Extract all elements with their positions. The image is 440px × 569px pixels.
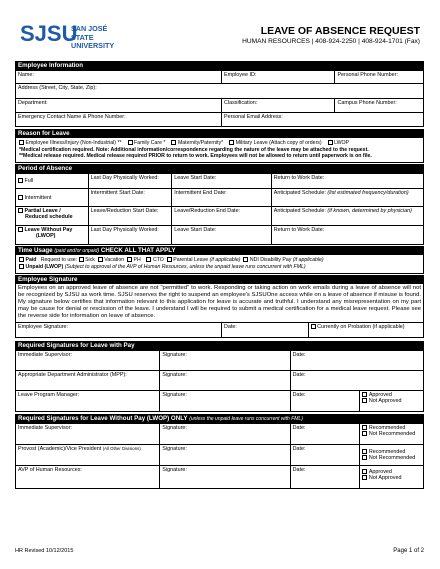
ndi-checkbox[interactable] [243, 257, 248, 262]
vacation-label: Vacation [104, 256, 125, 263]
leave-start-label: Leave Start Date: [174, 174, 217, 181]
reason-military[interactable] [229, 140, 321, 147]
date-label: Date: [292, 391, 306, 398]
checkbox[interactable] [328, 140, 333, 145]
checkbox[interactable] [18, 195, 23, 200]
anticipated-note: (list estimated frequency/duration) [327, 189, 409, 196]
anticipated-note2: (if known, determined by physician) [327, 207, 412, 214]
period-intermittent[interactable] [16, 189, 89, 206]
pay-supervisor-date[interactable] [291, 351, 423, 370]
pay-supervisor-field[interactable] [16, 351, 160, 370]
classification-label: Classification: [223, 100, 258, 106]
vacation-checkbox[interactable] [98, 257, 103, 262]
lwop-return-label: Return to Work Date: [273, 226, 325, 233]
personal-phone-field[interactable] [335, 71, 423, 83]
reduction-start-field[interactable] [89, 207, 173, 225]
int-start-field[interactable] [89, 189, 173, 206]
reason-illness-label: Employee Illness/Injury (Non-Industrial) ** [25, 140, 122, 146]
date-label: Date: [292, 371, 306, 378]
lwop-supervisor-signature[interactable] [160, 424, 290, 444]
ph-checkbox[interactable] [127, 257, 132, 262]
int-end-field[interactable] [172, 189, 272, 206]
sick-label: Sick [85, 256, 95, 263]
logo-sub-line2: UNIVERSITY [71, 41, 115, 50]
date-label: Date: [292, 466, 306, 473]
personal-phone-label: Personal Phone Number: [337, 72, 398, 78]
pay-admin-field[interactable] [16, 371, 160, 390]
anticipated-label: Anticipated Schedule: [273, 189, 326, 196]
address-field[interactable] [16, 84, 423, 98]
anticipated-schedule2-field[interactable] [272, 207, 423, 225]
avp-signature[interactable] [160, 466, 290, 488]
avp-decision [360, 466, 423, 488]
reason-family-care[interactable] [128, 140, 166, 147]
unpaid-option[interactable] [19, 264, 63, 270]
last-day-field[interactable] [89, 174, 173, 188]
provost-field[interactable] [16, 445, 160, 465]
lwop-supervisor-label: Immediate Supervisor: [18, 424, 72, 431]
avp-date[interactable] [291, 466, 361, 488]
checkbox[interactable] [311, 324, 316, 329]
time-usage-tail: CHECK ALL THAT APPLY [100, 246, 176, 254]
section-time-usage [15, 246, 424, 255]
leave-form [15, 61, 424, 489]
sick-checkbox[interactable] [79, 257, 84, 262]
reason-military-label: Military Leave (Attach copy of orders) [235, 140, 322, 146]
period-partial[interactable] [16, 207, 89, 225]
anticipated-schedule-field[interactable] [272, 189, 423, 206]
paid-option[interactable] [19, 257, 36, 263]
signature-disclaimer: Employees on an approved leave of absence are not "permitted" to work. Responding or taking action on work emails during a leave of absence will not be recognized by SJSU as work time. SJSU reserves the right to suspend an employee's SJSUOne access while on a leave of absence if misuse is found. My signature below certifies that information relevant to this application for leave is accurate and truthful. I understand any misrepresentation on my part may be cause for denial or rescission of the leave. I understand I will be required to submit a medical certification for a medical leave request. Please see the reverse side for information on leave of absence. [15, 284, 424, 323]
period-full-label: Full [24, 177, 34, 184]
avp-label: AVP of Human Resources: [18, 466, 82, 473]
checkbox[interactable] [229, 140, 234, 145]
name-label: Name: [18, 72, 34, 78]
logo-sub-line1: SAN JOSÉ STATE [71, 24, 108, 42]
lwop-last-day-field[interactable] [89, 226, 173, 244]
time-usage-note: (paid and/or unpaid) [54, 247, 100, 254]
ph-label: PH [133, 256, 141, 263]
logo-text: SJSU [20, 21, 78, 46]
reason-note-medical-release: **Medical release required. Medical release required PRIOR to return to work. Employees will not be allowed to return until paperwork is on file. [19, 153, 372, 159]
return-date-field[interactable] [272, 174, 423, 188]
campus-phone-label: Campus Phone Number: [337, 100, 397, 106]
section-employee-info: Employee Information [15, 61, 424, 70]
campus-phone-field[interactable] [335, 99, 423, 112]
checkbox[interactable] [362, 469, 367, 474]
department-field[interactable] [16, 99, 222, 112]
lwop-supervisor-decision [360, 424, 423, 444]
section-period: Period of Absence [15, 164, 424, 173]
reason-lwop[interactable] [328, 140, 349, 147]
reason-note-medical-cert: *Medical certification required. Note: Additional information/correspondence regarding the nature of the leave may be attached to the request. [19, 146, 369, 153]
employee-id-label: Employee ID: [223, 72, 257, 78]
recommended-label: Recommended [368, 448, 406, 455]
period-lwop-label2: (LWOP) [36, 232, 56, 239]
reason-maternity[interactable] [171, 140, 223, 147]
return-date-label: Return to Work Date: [273, 174, 325, 181]
hr-contact: HUMAN RESOURCES | 408-924-2250 | 408-924-1701 (Fax) [242, 38, 420, 45]
leave-program-label: Leave Program Manager: [18, 391, 80, 398]
recommended-label: Recommended [368, 424, 406, 431]
checkbox[interactable] [362, 425, 367, 430]
lwop-supervisor-date[interactable] [291, 424, 361, 444]
provost-decision [360, 445, 423, 465]
unpaid-label: Unpaid (LWOP) [25, 263, 64, 270]
leave-program-decision [360, 391, 423, 411]
reason-lwop-label: LWOP [334, 140, 350, 146]
ndi-note: (if applicable) [292, 256, 324, 263]
probation-note: (if applicable) [372, 323, 405, 330]
lwop-last-day-label: Last Day Physically Worked: [90, 226, 159, 233]
signature-label: Signature: [162, 371, 187, 378]
period-intermittent-label: Intermittent [24, 194, 52, 201]
leave-program-signature[interactable] [160, 391, 290, 411]
period-lwop-label: Leave Without Pay [24, 226, 73, 233]
cto-checkbox[interactable] [146, 257, 151, 262]
lwop-leave-start-field[interactable] [172, 226, 272, 244]
checkbox[interactable] [362, 431, 367, 436]
department-label: Department: [18, 100, 48, 106]
signature-label: Signature: [162, 445, 187, 452]
section-pay-signatures: Required Signatures for Leave with Pay [15, 341, 424, 350]
lwop-supervisor-field[interactable] [16, 424, 160, 444]
checkbox[interactable] [19, 257, 24, 262]
approved-label: Approved [368, 391, 392, 398]
signature-label: Signature: [162, 424, 187, 431]
pay-supervisor-signature[interactable] [160, 351, 290, 370]
reason-block [15, 138, 424, 163]
employee-id-field[interactable] [222, 71, 335, 83]
not-approved-label: Not Approved [368, 398, 402, 405]
reduction-end-field[interactable] [172, 207, 272, 225]
address-label: Address (Street, City, State, Zip): [18, 85, 97, 91]
lwop-return-field[interactable] [272, 226, 423, 244]
name-field[interactable] [16, 71, 222, 83]
date-label: Date: [292, 424, 306, 431]
time-usage-block [15, 255, 424, 274]
personal-email-field[interactable] [222, 113, 423, 126]
not-recommended-label: Not Recommended [368, 455, 416, 462]
not-approved-label: Not Approved [368, 475, 402, 482]
checkbox[interactable] [19, 264, 24, 269]
pay-admin-date[interactable] [291, 371, 423, 390]
reduction-end-label: Leave/Reduction End Date: [174, 207, 241, 214]
form-title: LEAVE OF ABSENCE REQUEST [260, 25, 420, 37]
anticipated-label2: Anticipated Schedule: [273, 207, 326, 214]
emergency-contact-field[interactable] [16, 113, 222, 126]
sjsu-logo [20, 21, 115, 50]
not-approved-option[interactable] [362, 398, 421, 405]
parental-note: (if applicable) [209, 256, 241, 263]
checkbox[interactable] [18, 178, 23, 183]
parental-checkbox[interactable] [167, 257, 172, 262]
signature-label: Signature: [162, 466, 187, 473]
approved-label: Approved [368, 468, 392, 475]
int-start-label: Intermittent Start Date: [90, 189, 145, 196]
lwop-leave-start-label: Leave Start Date: [174, 226, 217, 233]
leave-start-field[interactable] [172, 174, 272, 188]
probation-label: Currently on Probation [317, 323, 371, 330]
employee-signature-field[interactable] [16, 323, 222, 337]
cto-label: CTO [152, 256, 164, 263]
reason-family-care-label: Family Care * [134, 140, 166, 146]
pay-admin-label: Appropriate Department Administrator (MPP): [18, 371, 127, 378]
employee-date-field[interactable] [222, 323, 309, 337]
page-number: Page 1 of 2 [393, 548, 424, 554]
checkbox[interactable] [18, 208, 23, 213]
signature-label: Signature: [162, 391, 187, 398]
checkbox[interactable] [128, 140, 133, 145]
provost-note: (All Other Divisions) [102, 445, 141, 451]
not-approved-option[interactable] [362, 475, 421, 482]
section-lwop-signatures [15, 414, 424, 423]
avp-field[interactable] [16, 466, 160, 488]
date-label: Date: [292, 445, 306, 452]
lwop-heading: Required Signatures for Leave Without Pay (LWOP) ONLY [18, 414, 188, 422]
checkbox[interactable] [362, 475, 367, 480]
last-day-label: Last Day Physically Worked: [90, 174, 159, 181]
not-recommended-option[interactable] [362, 431, 421, 438]
signature-label: Signature: [162, 351, 187, 358]
int-end-label: Intermittent End Date: [174, 189, 227, 196]
period-partial-label: Partial Leave / [24, 207, 61, 214]
provost-label: Provost (Academic)/Vice President [18, 445, 102, 452]
checkbox[interactable] [18, 227, 23, 232]
section-employee-signature: Employee Signature [15, 275, 424, 284]
reason-illness[interactable] [19, 140, 122, 147]
pay-admin-signature[interactable] [160, 371, 290, 390]
leave-program-field[interactable] [16, 391, 160, 411]
time-usage-title: Time Usage [18, 246, 53, 254]
ndi-label: NDI Disability Pay [249, 256, 292, 263]
paid-label: Paid [25, 256, 37, 263]
reduction-start-label: Leave/Reduction Start Date: [90, 207, 159, 214]
checkbox[interactable] [362, 449, 367, 454]
checkbox[interactable] [362, 398, 367, 403]
request-to-use-label: Request to use: [40, 256, 78, 263]
not-recommended-option[interactable] [362, 455, 421, 462]
unpaid-note: (Subject to approval of the AVP of Human Resources, unless the unpaid leave runs concurrent with FML) [64, 263, 306, 270]
employee-signature-label: Employee Signature: [18, 323, 69, 330]
probation-option[interactable] [309, 323, 423, 337]
parental-label: Parental Leave [173, 256, 209, 263]
period-full[interactable] [16, 174, 89, 188]
checkbox[interactable] [19, 140, 24, 145]
pay-supervisor-label: Immediate Supervisor: [18, 351, 72, 358]
not-recommended-label: Not Recommended [368, 431, 416, 438]
section-reason: Reason for Leave [15, 129, 424, 138]
date-label: Date: [292, 351, 306, 358]
period-partial-label2: Reduced schedule [25, 213, 73, 220]
revision-note: HR Revised 10/12/2015 [15, 548, 74, 554]
checkbox[interactable] [362, 455, 367, 460]
classification-field[interactable] [222, 99, 335, 112]
logo-subtitle [71, 25, 114, 51]
provost-date[interactable] [291, 445, 361, 465]
personal-email-label: Personal Email Address: [223, 114, 283, 120]
lwop-heading-note: (unless the unpaid leave runs concurrent with FML) [189, 415, 303, 422]
provost-signature[interactable] [160, 445, 290, 465]
period-lwop[interactable] [16, 226, 89, 244]
employee-date-label: Date: [223, 323, 237, 330]
checkbox[interactable] [362, 392, 367, 397]
checkbox[interactable] [171, 140, 176, 145]
reason-maternity-label: Maternity/Paternity* [177, 140, 224, 146]
leave-program-date[interactable] [291, 391, 361, 411]
emergency-contact-label: Emergency Contact Name & Phone Number: [18, 114, 126, 120]
